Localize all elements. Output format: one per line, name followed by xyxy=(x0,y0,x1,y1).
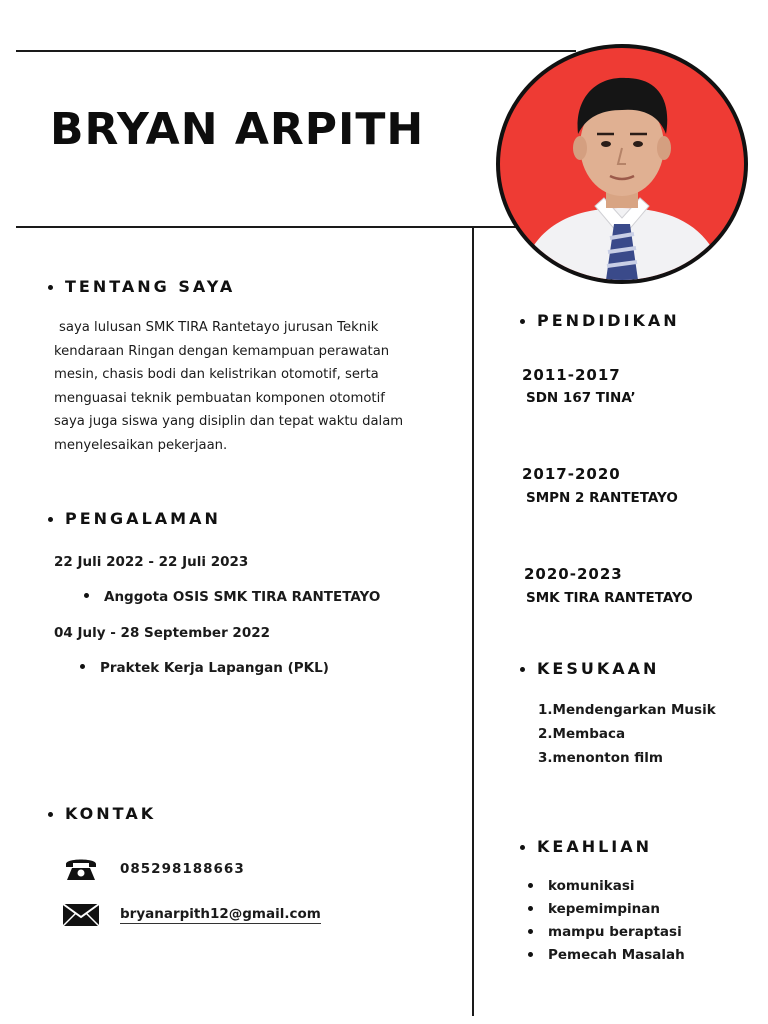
education-years: 2020-2023 xyxy=(524,565,623,583)
about-heading: TENTANG SAYA xyxy=(48,277,235,296)
about-line: saya lulusan SMK TIRA Rantetayo jurusan Teknik xyxy=(59,320,379,335)
bullet-dot xyxy=(84,593,89,598)
contact-phone[interactable]: 085298188663 xyxy=(120,861,245,877)
education-school: SMK TIRA RANTETAYO xyxy=(526,590,693,606)
envelope-icon xyxy=(62,903,100,931)
resume-name: BRYAN ARPITH xyxy=(50,104,425,155)
bullet-dot xyxy=(528,929,533,934)
bullet-dot xyxy=(48,285,53,290)
about-line: menguasai teknik pembuatan komponen otomotif xyxy=(54,390,385,406)
skill-item: Pemecah Masalah xyxy=(548,947,685,963)
education-years: 2017-2020 xyxy=(522,465,621,483)
bullet-dot xyxy=(520,845,525,850)
hobbies-heading: KESUKAAN xyxy=(520,659,659,678)
about-line: mesin, chasis bodi dan kelistrikan otomotif, serta xyxy=(54,367,379,382)
person-portrait-icon xyxy=(500,48,744,280)
about-text xyxy=(54,316,454,457)
skill-item: mampu beraptasi xyxy=(548,924,682,940)
education-school: SMPN 2 RANTETAYO xyxy=(526,490,678,506)
skill-item: kepemimpinan xyxy=(548,901,660,917)
contact-email-link[interactable]: bryanarpith12@gmail.com xyxy=(120,906,321,922)
bullet-dot xyxy=(520,319,525,324)
hobby-item: 3.menonton film xyxy=(538,750,663,766)
bullet-dot xyxy=(528,906,533,911)
education-school: SDN 167 TINA’ xyxy=(526,390,636,406)
experience-heading: PENGALAMAN xyxy=(48,509,221,528)
contact-heading: KONTAK xyxy=(48,804,156,823)
header-divider xyxy=(16,226,516,228)
bullet-dot xyxy=(528,883,533,888)
education-heading: PENDIDIKAN xyxy=(520,311,680,330)
experience-role: Praktek Kerja Lapangan (PKL) xyxy=(100,660,329,676)
about-line: menyelesaikan pekerjaan. xyxy=(54,437,228,453)
bullet-dot xyxy=(520,667,525,672)
hobby-item: 2.Membaca xyxy=(538,726,626,742)
experience-role: Anggota OSIS SMK TIRA RANTETAYO xyxy=(104,589,381,605)
about-line: saya juga siswa yang disiplin dan tepat waktu dalam xyxy=(54,414,404,429)
experience-period: 22 Juli 2022 - 22 Juli 2023 xyxy=(54,554,249,570)
top-divider xyxy=(16,50,576,52)
hobby-item: 1.Mendengarkan Musik xyxy=(538,702,716,718)
experience-period: 04 July - 28 September 2022 xyxy=(54,625,271,641)
education-years: 2011-2017 xyxy=(522,366,621,384)
bullet-dot xyxy=(80,664,85,669)
about-line: kendaraan Ringan dengan kemampuan perawatan xyxy=(54,343,390,359)
bullet-dot xyxy=(528,952,533,957)
profile-photo xyxy=(496,44,748,284)
skill-item: komunikasi xyxy=(548,878,635,894)
skills-heading: KEAHLIAN xyxy=(520,837,652,856)
bullet-dot xyxy=(48,812,53,817)
bullet-dot xyxy=(48,517,53,522)
telephone-icon xyxy=(64,856,98,886)
column-divider xyxy=(472,226,474,1016)
